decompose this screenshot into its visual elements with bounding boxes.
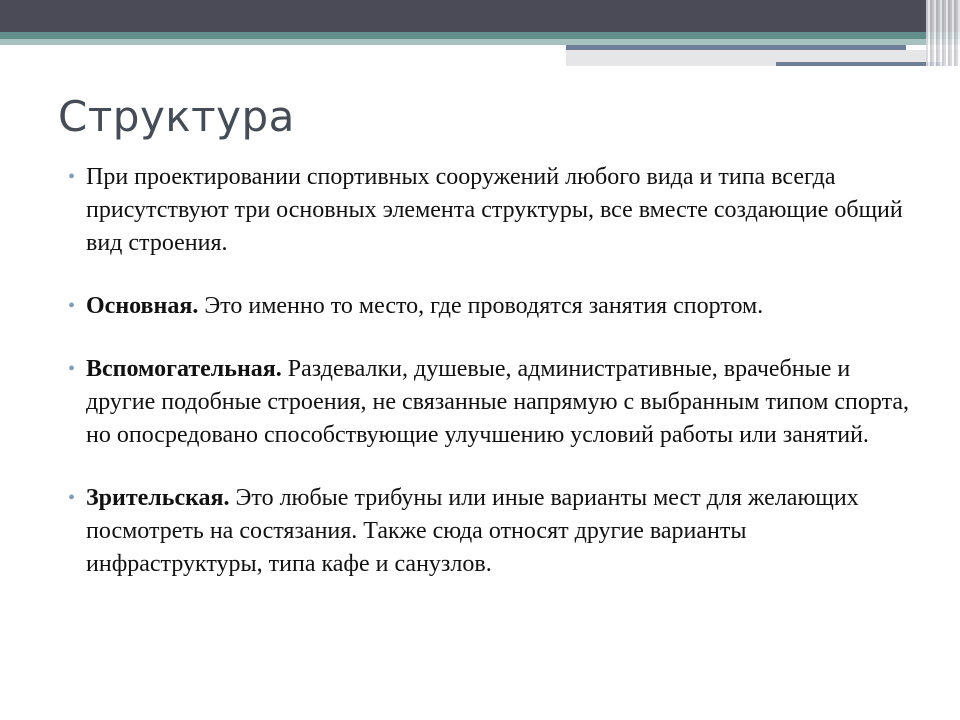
bullet-text: Это любые трибуны или иные варианты мест для желающих посмотреть на состязания. Также сюда относят другие варианты инфраструктуры, типа кафе и санузлов. (86, 485, 859, 577)
bullet-item-spectator (68, 482, 918, 581)
bullet-text: При проектировании спортивных сооружений любого вида и типа всегда присутствуют три основных элемента структуры, все вместе создающие общий вид строения. (86, 164, 903, 256)
top-band-steel-secondary (776, 62, 942, 66)
bullet-item-main (68, 290, 918, 323)
bullet-text: Раздевалки, душевые, административные, врачебные и другие подобные строения, не связанные напрямую с выбранным типом спорта, но опосредовано способствующие улучшению условий работы или занятий. (86, 356, 910, 448)
bullet-text: Это именно то место, где проводятся занятия спортом. (198, 293, 764, 319)
bullet-list (68, 161, 918, 611)
corner-decoration (926, 0, 960, 66)
top-band-steel (566, 45, 906, 50)
top-band-teal (0, 32, 960, 39)
bullet-term: Зрительская. (86, 485, 230, 511)
bullet-item-auxiliary (68, 353, 918, 452)
bullet-item-intro (68, 161, 918, 260)
top-band-dark (0, 0, 960, 32)
slide-title: Структура (58, 92, 295, 141)
bullet-term: Вспомогательная. (86, 356, 282, 382)
bullet-term: Основная. (86, 293, 199, 319)
